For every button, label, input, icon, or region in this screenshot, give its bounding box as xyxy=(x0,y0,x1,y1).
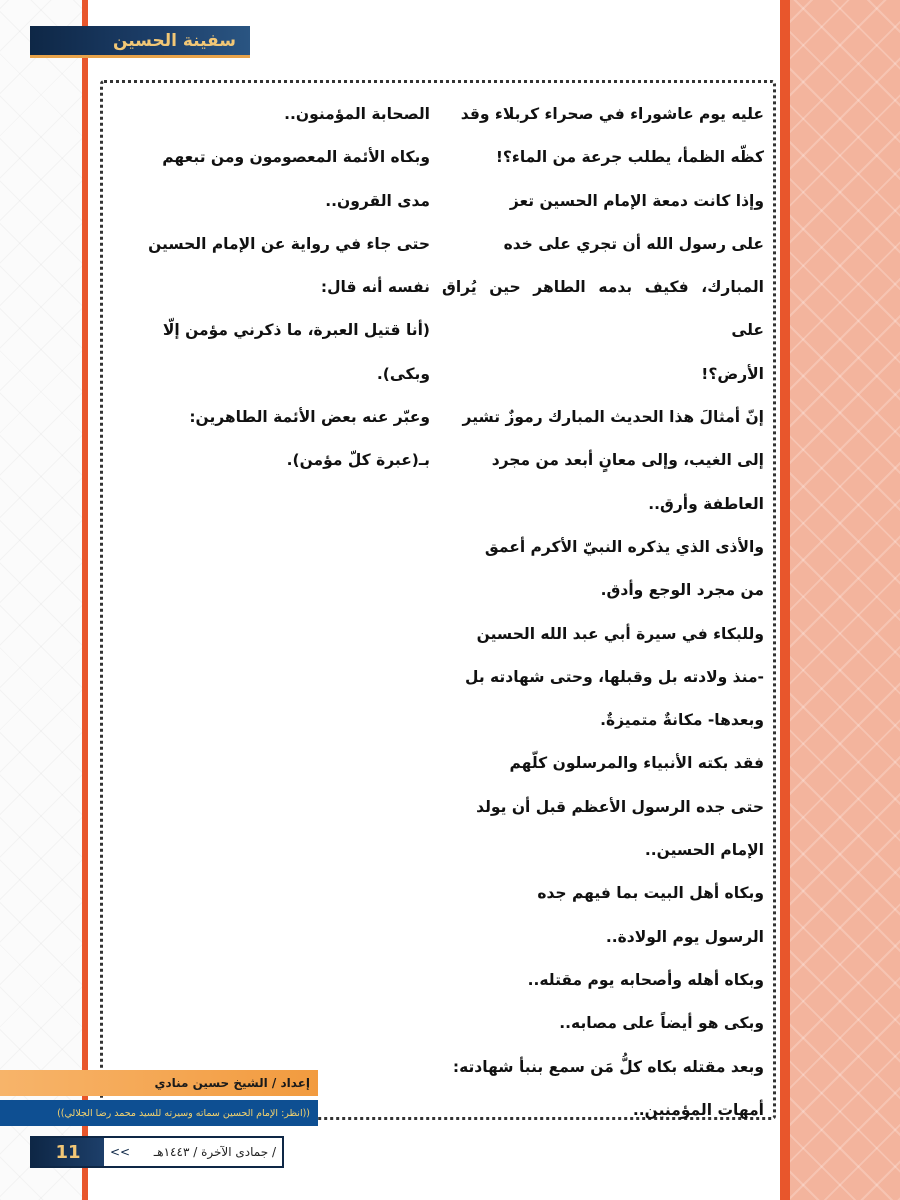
author-credit-text: إعداد / الشيخ حسين منادي xyxy=(154,1076,310,1090)
text-line: نفسه أنه قال: xyxy=(320,278,430,297)
section-header xyxy=(30,26,250,58)
text-line: وإذا كانت دمعة الإمام الحسين تعز xyxy=(509,191,764,210)
text-line: وبكاه أهله وأصحابه يوم مقتله.. xyxy=(527,970,764,989)
text-line: الصحابة المؤمنون.. xyxy=(284,105,430,123)
text-line: وبعدها- مكانةٌ متميزةٌ. xyxy=(600,711,764,730)
text-line: حتى جاء في رواية عن الإمام الحسين xyxy=(148,234,430,253)
text-line: العاطفة وأرق.. xyxy=(648,494,764,513)
background-pattern xyxy=(0,0,82,1200)
text-line: فقد بكته الأنبياء والمرسلون كلّهم xyxy=(509,754,764,773)
text-line: أمهات المؤمنين.. xyxy=(632,1100,764,1119)
issue-date: / جمادى الآخرة / ١٤٤٣هـ xyxy=(153,1145,276,1159)
text-line: وبعد مقتله بكاه كلُّ مَن سمع بنبأ شهادته: xyxy=(452,1057,764,1076)
text-line: على رسول الله أن تجري على خده xyxy=(503,234,764,253)
text-line: الأرض؟! xyxy=(701,364,764,383)
page-footer xyxy=(30,1136,284,1168)
text-line: وللبكاء في سيرة أبي عبد الله الحسين xyxy=(476,624,764,643)
left-rule xyxy=(82,0,88,1200)
right-decorative-band xyxy=(780,0,900,1200)
text-line: (أنا قتيل العبرة، ما ذكرني مؤمن إلّا xyxy=(162,321,430,340)
right-band-edge xyxy=(780,0,790,1200)
text-line: وبكى هو أيضاً على مصابه.. xyxy=(559,1014,764,1033)
double-chevron-icon: << xyxy=(110,1145,131,1159)
text-line: من مجرد الوجع وأدق. xyxy=(600,581,764,600)
source-note xyxy=(0,1100,318,1126)
text-line: -منذ ولادته بل وقبلها، وحتى شهادته بل xyxy=(464,667,764,686)
text-line: وعبّر عنه بعض الأئمة الطاهرين: xyxy=(189,408,430,427)
text-line: الرسول يوم الولادة.. xyxy=(605,927,764,946)
text-line: عليه يوم عاشوراء في صحراء كربلاء وقد xyxy=(460,105,764,123)
text-line: وبكاه أهل البيت بما فيهم جده xyxy=(537,884,764,903)
text-line: إنّ أمثالَ هذا الحديث المبارك رموزٌ تشير xyxy=(462,408,764,427)
text-line: المبارك، فكيف بدمه الطاهر حين يُراق على xyxy=(442,278,764,340)
text-line: حتى جده الرسول الأعظم قبل أن يولد xyxy=(476,797,764,816)
text-line: كظّه الظمأ، يطلب جرعة من الماء؟! xyxy=(495,148,764,167)
text-line: وبكى). xyxy=(376,364,430,383)
text-line: الإمام الحسين.. xyxy=(644,841,764,860)
source-note-text: ((انظر: الإمام الحسين سماته وسيرته للسيد محمد رضا الجلالي)) xyxy=(57,1107,310,1119)
article-column-right xyxy=(442,93,764,1132)
author-credit xyxy=(0,1070,318,1096)
section-title: سفينة الحسين xyxy=(112,30,236,51)
text-line: وبكاه الأئمة المعصومون ومن تبعهم xyxy=(162,148,430,167)
text-line: بـ(عبرة كلّ مؤمن). xyxy=(286,451,430,470)
text-line: مدى القرون.. xyxy=(325,191,430,210)
text-line: إلى الغيب، وإلى معانٍ أبعد من مجرد xyxy=(491,451,764,470)
page-number: 11 xyxy=(32,1138,104,1166)
article-column-left xyxy=(108,93,430,483)
text-line: والأذى الذي يذكره النبيّ الأكرم أعمق xyxy=(484,537,764,556)
